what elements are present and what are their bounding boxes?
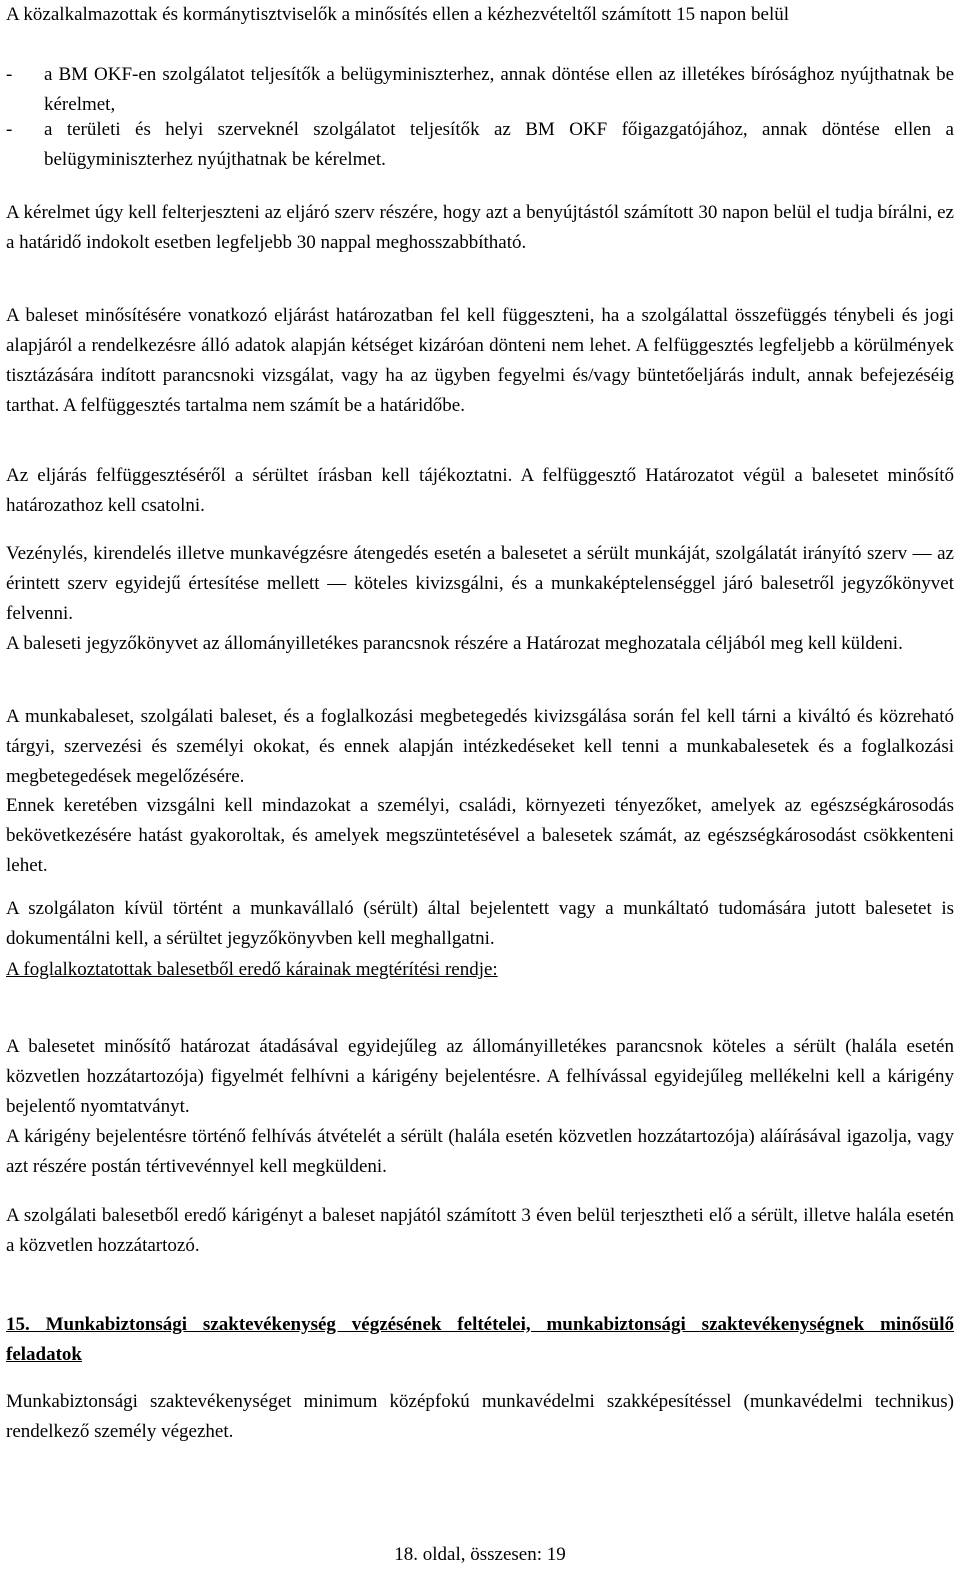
paragraph-suspension: A baleset minősítésére vonatkozó eljárást határozatban fel kell függeszteni, ha a szolgálattal összefüggés ténybeli és jogi alapjáról a rendelkezésre álló adatok alapján kétséget kizáróan dönteni nem lehet. A felfüggesztés legfeljebb a körülmények tisztázására indított parancsnoki vizsgálat, vagy ha az ügyben fegyelmi és/vagy büntetőeljárás indult, annak befejezéséig tarthat. A felfüggesztés tartalma nem számít be a határidőbe. bbox=[6, 305, 954, 416]
bullet-dash: - bbox=[6, 64, 13, 85]
page-footer: 18. oldal, összesen: 19 bbox=[394, 1544, 566, 1565]
paragraph-request: A kérelmet úgy kell felterjeszteni az eljáró szerv részére, hogy azt a benyújtástól számított 30 napon belül el tudja bírálni, ez a határidő indokolt esetben legfeljebb 30 nappal meghosszabbítható. bbox=[6, 202, 954, 253]
paragraph-protocol: A baleseti jegyzőkönyvet az állományilletékes parancsnok részére a Határozat meghozatala céljából meg kell küldeni. bbox=[6, 633, 903, 654]
paragraph-claim-deadline: A szolgálati balesetből eredő kárigényt a baleset napjától számított 3 éven belül terjesztheti elő a sérült, illetve halála esetén a közvetlen hozzátartozó. bbox=[6, 1205, 954, 1256]
list-item-text: a területi és helyi szerveknél szolgálatot teljesítők az BM OKF főigazgatójához, annak döntése ellen a belügyminiszterhez nyújthatnak be kérelmet. bbox=[44, 119, 954, 170]
paragraph-qualification: Munkabiztonsági szaktevékenységet minimum középfokú munkavédelmi szakképesítéssel (munkavédelmi technikus) rendelkező személy végezhet. bbox=[6, 1391, 954, 1442]
paragraph-off-duty: A szolgálaton kívül történt a munkavállaló (sérült) által bejelentett vagy a munkáltató tudomására jutott balesetet is dokumentálni kell, a sérültet jegyzőkönyvben kell meghallgatni. bbox=[6, 898, 954, 949]
bullet-dash: - bbox=[6, 119, 13, 140]
list-item-text: a BM OKF-en szolgálatot teljesítők a belügyminiszterhez, annak döntése ellen az illetékes bírósághoz nyújthatnak be kérelmet, bbox=[44, 64, 954, 115]
paragraph-notification: Az eljárás felfüggesztéséről a sérültet írásban kell tájékoztatni. A felfüggesztő Határozatot végül a balesetet minősítő határozathoz kell csatolni. bbox=[6, 465, 954, 516]
paragraph-investigation: A munkabaleset, szolgálati baleset, és a foglalkozási megbetegedés kivizsgálása során fel kell tárni a kiváltó és közreható tárgyi, szervezési és személyi okokat, és ennek alapján intézkedéseket kell tenni a munkabalesetek és a foglalkozási megbetegedések megelőzésére. bbox=[6, 706, 954, 787]
paragraph-factors: Ennek keretében vizsgálni kell mindazokat a személyi, családi, környezeti tényezőket, amelyek az egészségkárosodás bekövetkezésére hatást gyakoroltak, és amelyek megszüntetésével a balesetek számát, az egészségkárosodást csökkenteni lehet. bbox=[6, 795, 954, 876]
paragraph-compensation-notice: A balesetet minősítő határozat átadásával egyidejűleg az állományilletékes parancsnok köteles a sérült (halála esetén közvetlen hozzátartozója) figyelmét felhívni a kárigény bejelentésre. A felhívással egyidejűleg mellékelni kell a kárigény bejelentő nyomtatványt. bbox=[6, 1036, 954, 1117]
paragraph-intro: A közalkalmazottak és kormánytisztviselők a minősítés ellen a kézhezvételtől számított 15 napon belül bbox=[6, 4, 789, 25]
list-item bbox=[6, 115, 954, 175]
section-heading-compensation: A foglalkoztatottak balesetből eredő kárainak megtérítési rendje: bbox=[6, 959, 498, 980]
paragraph-acknowledgement: A kárigény bejelentésre történő felhívás átvételét a sérült (halála esetén közvetlen hozzátartozója) aláírásával igazolja, vagy azt részére postán tértivevénnyel kell megküldeni. bbox=[6, 1126, 954, 1177]
paragraph-secondment: Vezénylés, kirendelés illetve munkavégzésre átengedés esetén a balesetet a sérült munkáját, szolgálatát irányító szerv — az érintett szerv egyidejű értesítése mellett — köteles kivizsgálni, és a munkaképtelenséggel járó balesetről jegyzőkönyvet felvenni. bbox=[6, 543, 954, 624]
section-heading-15: 15. Munkabiztonsági szaktevékenység végzésének feltételei, munkabiztonsági szaktevékenységnek minősülő feladatok bbox=[6, 1314, 954, 1365]
list-item bbox=[6, 60, 954, 120]
